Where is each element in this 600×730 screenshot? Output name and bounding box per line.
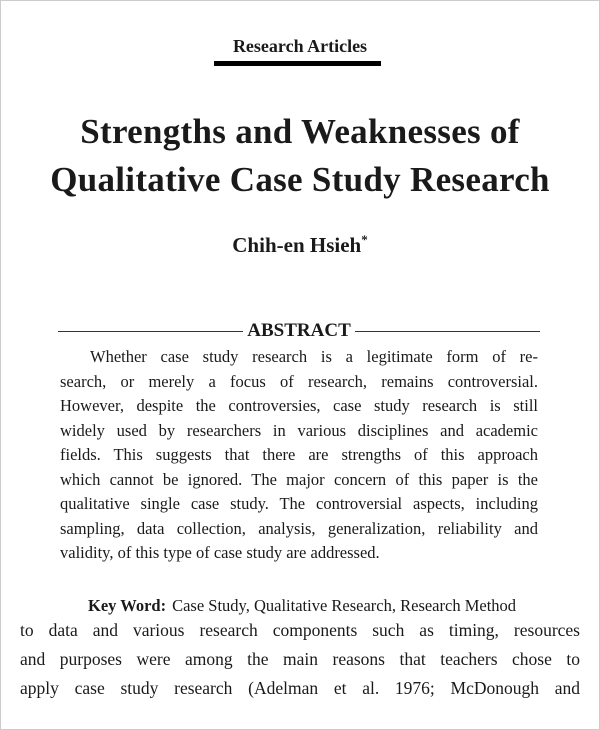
abstract-rule-right: [355, 331, 540, 332]
section-underline: [214, 61, 381, 66]
abstract-rule-left: [58, 331, 243, 332]
abstract-line: However, despite the controversies, case study research is still: [60, 396, 538, 415]
body-line: to data and various research components such as timing, resources: [20, 620, 580, 640]
keywords-label: Key Word:: [88, 596, 167, 615]
body-line: and purposes were among the main reasons that teachers chose to: [20, 649, 580, 669]
abstract-line: fields. This suggests that there are strengths of this approach: [60, 445, 538, 464]
keywords: [88, 596, 516, 616]
abstract-line: sampling, data collection, analysis, generalization, reliability and: [60, 519, 538, 538]
keywords-text: Case Study, Qualitative Research, Research Method: [172, 596, 517, 615]
abstract-heading: [58, 320, 540, 342]
abstract-line: validity, of this type of case study are addressed.: [60, 543, 380, 562]
body-line: apply case study research (Adelman et al. 1976; McDonough and: [20, 678, 580, 698]
abstract-line: search, or merely a focus of research, remains controversial.: [60, 372, 538, 391]
abstract-heading-text: ABSTRACT: [247, 320, 351, 341]
author: [0, 232, 600, 258]
abstract-line: qualitative single case study. The controversial aspects, including: [60, 494, 538, 513]
section-label: Research Articles: [232, 36, 368, 56]
author-name: Chih-en Hsieh: [232, 233, 362, 257]
abstract-line: which cannot be ignored. The major concern of this paper is the: [60, 470, 538, 489]
title-line-2: Qualitative Case Study Research: [50, 160, 550, 199]
abstract-line: Whether case study research is a legitimate form of re-: [90, 347, 538, 366]
title-line-1: Strengths and Weaknesses of: [80, 112, 520, 151]
author-footnote-mark: *: [361, 232, 368, 247]
abstract-line: widely used by researchers in various disciplines and academic: [60, 421, 538, 440]
